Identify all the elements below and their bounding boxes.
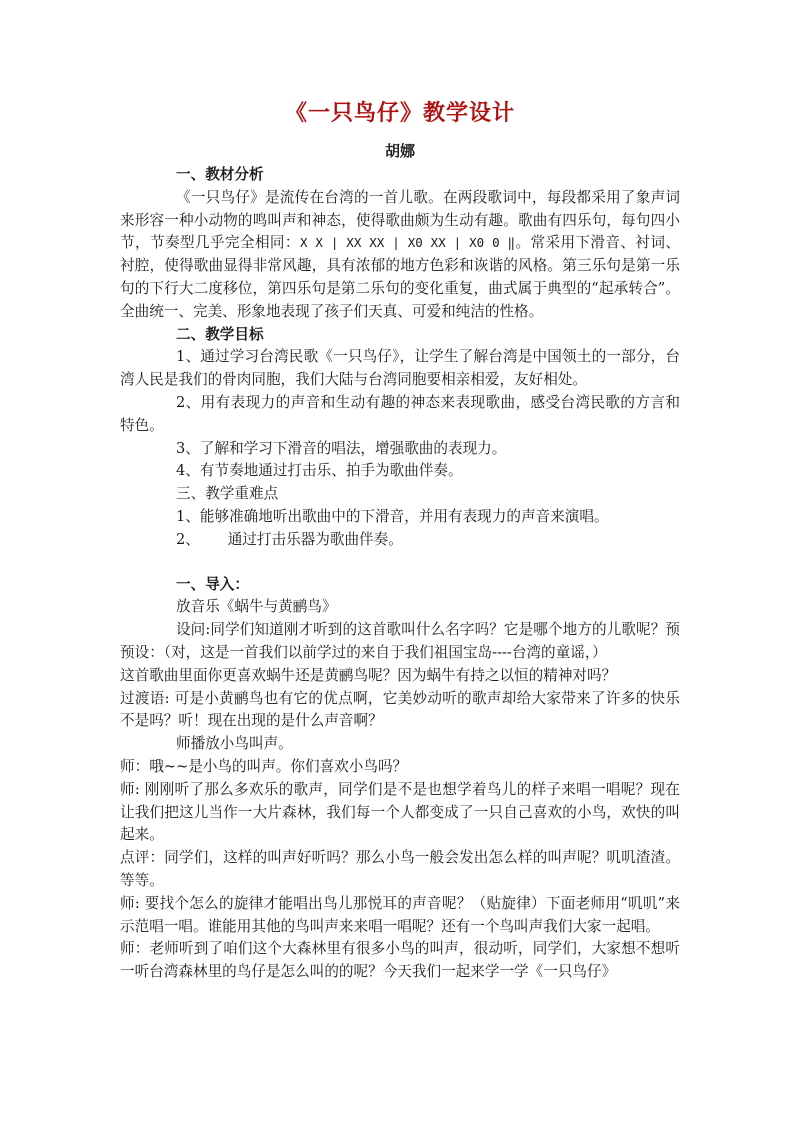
document-title: 《一只鸟仔》教学设计 (284, 100, 515, 126)
section-heading-teaching-goals: 二、教学目标 (176, 325, 264, 343)
author-name: 胡娜 (384, 142, 415, 160)
transition-line: 过渡语: 可是小黄鹂鸟也有它的优点啊，它美妙动听的歌声却给大家带来了许多的快乐不是吗？听！现在出现的是什么声音啊？ (120, 689, 680, 730)
goal-item-2: 2、用有表现力的声音和生动有趣的神态来表现歌曲，感受台湾民歌的方言和特色。 (120, 393, 680, 434)
goal-item-1: 1、通过学习台湾民歌《一只鸟仔》，让学生了解台湾是中国领土的一部分，台湾人民是我们的骨肉同胞，我们大陆与台湾同胞要相亲相爱，友好相处。 (120, 348, 680, 389)
intro-question-2: 这首歌曲里面你更喜欢蜗牛还是黄鹂鸟呢？因为蜗牛有持之以恒的精神对吗？ (120, 666, 617, 684)
analysis-text-part2: 。常采用下滑音、衬词、衬腔，使得歌曲显得非常风趣，具有浓郁的地方色彩和诙谐的风格。第三乐句是第一乐句的下行大二度移位，第四乐句是第二乐句的变化重复，曲式属于典型的“起承转合”。全曲统一、完美、形象地表现了孩子们天真、可爱和纯洁的性格。 (120, 234, 680, 320)
rhythm-notation: X X | XX XX | X0 XX | X0 0 ‖ (299, 235, 516, 251)
analysis-text-part1: 《一只鸟仔》是流传在台湾的一首儿歌。在两段歌词中，每段都采用了象声词来形容一种小动物的鸣叫声和神态，使得歌曲颇为生动有趣。歌曲有四乐句，每句四小节，节奏型几乎完全相同： (120, 188, 680, 252)
teacher-line-1: 师：哦~~是小鸟的叫声。你们喜欢小鸟吗？ (120, 757, 408, 775)
teacher-line-3: 师: 要找个怎么的旋律才能唱出鸟儿那悦耳的声音呢？（贴旋律）下面老师用“叽叽”来示范唱一唱。谁能用其他的鸟叫声来来唱一唱呢？还有一个鸟叫声我们大家一起唱。 (120, 894, 680, 935)
section-heading-introduction: 一、导入： (176, 575, 249, 593)
comment-line: 点评：同学们，这样的叫声好听吗？那么小鸟一般会发出怎么样的叫声呢？叽叽渣渣。等等。 (120, 849, 680, 889)
teacher-plays-bird-sound: 师播放小鸟叫声。 (176, 735, 293, 753)
goal-item-4: 4、有节奏地通过打击乐、拍手为歌曲伴奏。 (176, 462, 463, 480)
key-point-1: 1、能够准确地听出歌曲中的下滑音，并用有表现力的声音来演唱。 (176, 507, 609, 525)
intro-question: 设问:同学们知道刚才听到的这首歌叫什么名字吗？它是哪个地方的儿歌呢？预预设：（对，这是一首我们以前学过的来自于我们祖国宝岛----台湾的童谣，） (120, 621, 680, 661)
document-page (120, 96, 680, 984)
section-heading-material-analysis: 一、教材分析 (176, 166, 264, 183)
teacher-line-4: 师：老师听到了咱们这个大森林里有很多小鸟的叫声，很动听，同学们，大家想不想听一听台湾森林里的鸟仔是怎么叫的的呢？今天我们一起来学一学《一只鸟仔》 (120, 940, 680, 981)
key-point-2: 2、 通过打击乐器为歌曲伴奏。 (176, 530, 403, 548)
teacher-line-2: 师: 刚刚听了那么多欢乐的歌声，同学们是不是也想学着鸟儿的样子来唱一唱呢？现在让我们把这儿当作一大片森林，我们每一个人都变成了一只自己喜欢的小鸟，欢快的叫起来。 (120, 780, 680, 844)
goal-item-3: 3、了解和学习下滑音的唱法，增强歌曲的表现力。 (176, 439, 507, 457)
spacer (120, 552, 680, 574)
section-heading-key-points: 三、教学重难点 (176, 485, 279, 503)
intro-music: 放音乐《蜗牛与黄鹂鸟》 (176, 598, 337, 616)
material-analysis-paragraph (120, 187, 680, 324)
